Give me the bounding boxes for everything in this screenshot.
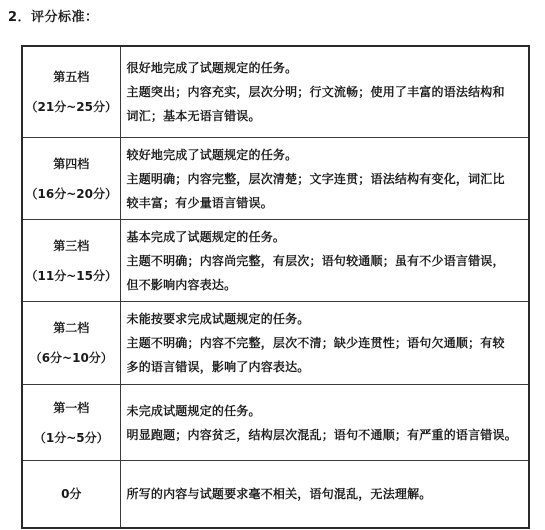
- grade-label: 第三档: [53, 238, 90, 253]
- grade-range: （11分~15分）: [25, 268, 117, 283]
- grade-cell: [22, 302, 120, 385]
- description-cell: [120, 461, 529, 529]
- grade-cell: [22, 46, 120, 138]
- description-line: 主题明确；内容完整，层次清楚；文字连贯；语法结构有变化，词汇比: [126, 171, 505, 186]
- description-line: 但不影响内容表达。: [126, 277, 237, 292]
- grade-label: 0分: [61, 487, 82, 501]
- description-line: 多的语言错误，影响了内容表达。: [126, 360, 310, 374]
- rubric-row-grade-2: [22, 302, 529, 385]
- grade-range: （1分~5分）: [33, 430, 109, 445]
- description-line: 词汇；基本无语言错误。: [126, 109, 261, 123]
- grade-range: （6分~10分）: [29, 351, 113, 365]
- description-cell: [120, 302, 529, 385]
- rubric-row-grade-4: [22, 138, 529, 220]
- description-cell: [120, 220, 529, 302]
- description-line: 未完成试题规定的任务。: [126, 403, 261, 418]
- description-line: 很好地完成了试题规定的任务。: [126, 61, 298, 75]
- grade-label: 第二档: [53, 321, 90, 335]
- description-line: 较丰富；有少量语言错误。: [126, 195, 273, 210]
- grade-cell: [22, 220, 120, 302]
- grade-label: 第四档: [53, 156, 90, 171]
- rubric-row-grade-5: [22, 46, 529, 138]
- description-line: 主题突出；内容充实，层次分明；行文流畅；使用了丰富的语法结构和: [126, 85, 505, 99]
- description-line: 主题不明确；内容尚完整，有层次；语句较通顺；虽有不少语言错误，: [126, 253, 505, 268]
- description-cell: [120, 385, 529, 461]
- grade-cell: [22, 461, 120, 529]
- description-cell: [120, 46, 529, 138]
- description-line: 较好地完成了试题规定的任务。: [126, 147, 298, 162]
- grade-range: （21分~25分）: [25, 100, 117, 114]
- rubric-row-grade-0: [22, 461, 529, 529]
- rubric-row-grade-1: [22, 385, 529, 461]
- description-line: 未能按要求完成试题规定的任务。: [126, 312, 310, 326]
- scoring-rubric-table: [21, 45, 530, 529]
- description-line: 所写的内容与试题要求毫不相关，语句混乱，无法理解。: [126, 487, 432, 501]
- description-line: 主题不明确；内容不完整，层次不清；缺少连贯性；语句欠通顺；有较: [126, 336, 505, 350]
- description-line: 明显跑题；内容贫乏，结构层次混乱；语句不通顺；有严重的语言错误。: [126, 427, 517, 442]
- description-cell: [120, 138, 529, 220]
- rubric-row-grade-3: [22, 220, 529, 302]
- grade-cell: [22, 138, 120, 220]
- grade-cell: [22, 385, 120, 461]
- grade-label: 第五档: [53, 70, 90, 84]
- grade-range: （16分~20分）: [25, 186, 117, 201]
- description-line: 基本完成了试题规定的任务。: [126, 229, 286, 244]
- grade-label: 第一档: [53, 400, 90, 415]
- section-heading: 2．评分标准：: [8, 10, 99, 25]
